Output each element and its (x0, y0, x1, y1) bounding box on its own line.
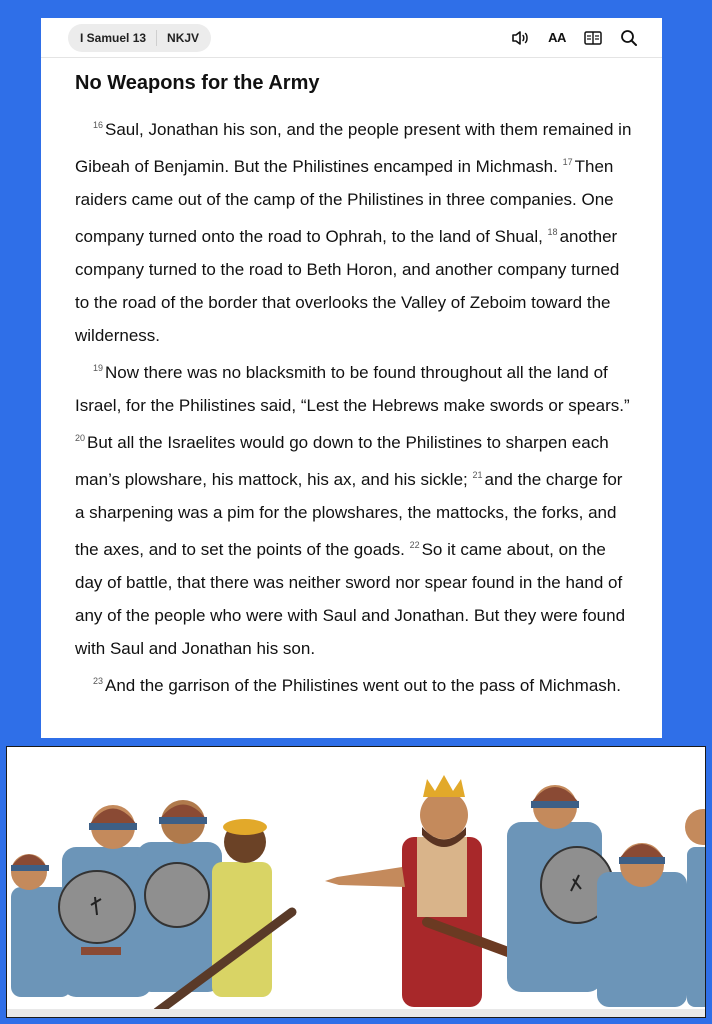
verse-number[interactable]: 21 (472, 470, 483, 480)
passage-paragraph (75, 109, 636, 352)
section-heading: No Weapons for the Army (75, 72, 320, 94)
verse-number[interactable]: 23 (93, 676, 104, 686)
bible-reader-panel (41, 18, 662, 738)
soldier-figure-6 (685, 809, 706, 1007)
verse-number[interactable]: 22 (409, 540, 420, 550)
verse-text[interactable]: So it came about, on the day of battle, that there was neither sword nor spear found in the hand of any of the people who were with Saul and Jonathan. But they were found with Saul and Jonathan his son. (75, 540, 626, 658)
reader-toolbar (41, 18, 662, 58)
soldier-figure-3 (137, 800, 222, 992)
verse-text[interactable]: and the charge for a sharpening was a pim for the plowshares, the mattocks, the forks, and the axes, and to set the points of the goads. (75, 470, 623, 559)
passage-selector[interactable] (68, 24, 211, 52)
story-illustration (6, 746, 706, 1018)
verse-text[interactable]: another company turned to the road to Beth Horon, and another company turned to the road of the border that overlooks the Valley of Zeboim toward the wilderness. (75, 227, 620, 345)
passage-content (41, 58, 662, 702)
version-button[interactable]: NKJV (167, 30, 200, 45)
pill-divider (156, 30, 157, 46)
soldiers-and-king-drawing (7, 747, 706, 1018)
passage-paragraph (75, 352, 636, 665)
verse-text[interactable]: And the garrison of the Philistines went out to the pass of Michmash. (105, 676, 621, 695)
soldier-figure-5 (597, 843, 687, 1007)
toolbar-actions (510, 27, 640, 49)
passage-paragraph (75, 665, 636, 702)
verse-number[interactable]: 18 (547, 227, 558, 237)
verse-number[interactable]: 17 (562, 157, 573, 167)
font-size-icon[interactable]: AA (548, 30, 566, 45)
verse-number[interactable]: 19 (93, 363, 104, 373)
speaker-icon[interactable] (510, 27, 532, 49)
verse-number[interactable]: 20 (75, 433, 86, 443)
verse-number[interactable]: 16 (93, 120, 104, 130)
parallel-icon[interactable] (582, 27, 604, 49)
verse-text[interactable]: Then raiders came out of the camp of the Philistines in three companies. One company turned onto the road to Ophrah, to the land of Shual, (75, 157, 614, 246)
passage-paragraphs (75, 109, 636, 702)
verse-text[interactable]: Now there was no blacksmith to be found throughout all the land of Israel, for the Philistines said, “Lest the Hebrews make swords or spears.” (75, 363, 630, 415)
book-chapter-button[interactable]: I Samuel 13 (80, 30, 147, 45)
search-icon[interactable] (618, 27, 640, 49)
verse-text[interactable]: Saul, Jonathan his son, and the people present with them remained in Gibeah of Benjamin. But the Philistines encamped in Michmash. (75, 120, 632, 176)
verse-text[interactable]: But all the Israelites would go down to the Philistines to sharpen each man’s plowshare, his mattock, his ax, and his sickle; (75, 433, 609, 489)
